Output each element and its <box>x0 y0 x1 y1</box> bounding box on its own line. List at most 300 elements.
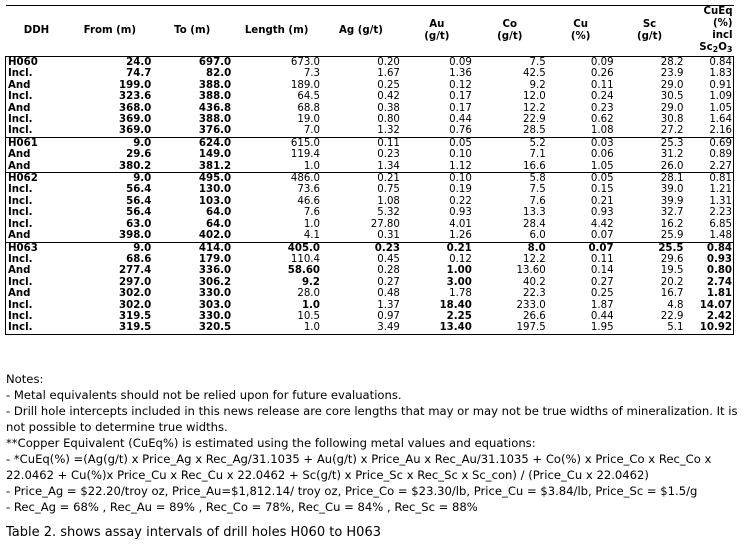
cell-cu: 0.24 <box>590 91 614 103</box>
cell-from: 369.0 <box>119 125 152 137</box>
table-row <box>6 311 734 322</box>
cell-cu: 0.09 <box>547 57 615 69</box>
cell-sc: 29.0 <box>660 102 684 114</box>
cell-au: 2.25 <box>446 310 472 322</box>
cell-ag: 1.08 <box>377 195 400 207</box>
header-cu <box>547 6 615 57</box>
cell-sc: 25.3 <box>615 137 685 149</box>
cell-ag: 0.75 <box>377 184 400 196</box>
cell-co: 22.3 <box>523 288 546 300</box>
cell-ddh: Incl. <box>6 125 68 137</box>
table-row <box>6 277 734 288</box>
cell-from: 24.0 <box>67 57 152 69</box>
cell-ddh: And <box>6 288 68 299</box>
cell-co: 197.5 <box>473 322 547 334</box>
cell-sc: 32.7 <box>660 207 684 219</box>
cell-from: 319.5 <box>67 322 152 334</box>
cell-cueq: 2.74 <box>684 277 733 288</box>
cell-cueq: 1.09 <box>684 91 733 102</box>
header-length: Length (m) <box>232 6 321 57</box>
cell-au: 1.00 <box>446 265 472 277</box>
cell-ddh: And <box>6 161 68 173</box>
cell-from: 74.7 <box>126 68 152 80</box>
cell-to: 336.0 <box>198 265 232 277</box>
cell-ddh: Incl. <box>6 91 68 102</box>
cell-from: 277.4 <box>119 265 152 277</box>
table-row <box>6 184 734 195</box>
cell-length: 73.6 <box>297 184 321 196</box>
cell-ag: 0.20 <box>321 57 401 69</box>
cell-au: 1.26 <box>449 230 472 242</box>
cell-from: 9.0 <box>67 173 152 185</box>
cell-au: 0.76 <box>449 125 472 137</box>
cell-sc: 19.5 <box>660 265 684 277</box>
cell-sc: 31.2 <box>660 149 684 161</box>
cell-cu: 0.11 <box>590 253 614 265</box>
table-row <box>6 91 734 102</box>
table-row <box>6 68 734 79</box>
cell-au: 18.40 <box>439 299 472 311</box>
cell-sc: 27.2 <box>660 125 684 137</box>
cell-sc: 25.5 <box>615 242 685 254</box>
cell-cueq: 0.69 <box>684 137 733 149</box>
header-co-line1: Co <box>502 19 517 30</box>
cell-cueq: 1.81 <box>684 288 733 299</box>
header-to: To (m) <box>152 6 232 57</box>
cell-co: 12.0 <box>523 91 546 103</box>
cell-to: 388.0 <box>198 91 232 103</box>
cell-from: 63.0 <box>126 218 152 230</box>
cell-co: 8.0 <box>473 242 547 254</box>
cell-sc: 39.0 <box>660 184 684 196</box>
cell-from: 9.0 <box>67 137 152 149</box>
cell-ddh: And <box>6 265 68 276</box>
cell-ddh: Incl. <box>6 68 68 79</box>
cell-length: 1.0 <box>303 160 321 172</box>
table-row <box>6 207 734 218</box>
cell-ddh: Incl. <box>6 254 68 265</box>
cell-from: 297.0 <box>119 276 152 288</box>
cell-co: 5.8 <box>473 173 547 185</box>
header-cu-line1: Cu <box>573 19 589 30</box>
cell-ddh: H061 <box>6 137 68 149</box>
header-cueq-sub3: 3 <box>726 45 733 54</box>
cell-ag: 1.32 <box>377 125 400 137</box>
cell-cu: 0.11 <box>590 79 614 91</box>
header-cueq-sub2: 2 <box>712 45 719 54</box>
cell-au: 0.22 <box>449 195 472 207</box>
table-row <box>6 125 734 137</box>
cell-co: 7.1 <box>529 149 546 161</box>
cell-cueq: 0.80 <box>684 265 733 276</box>
cell-to: 130.0 <box>198 184 232 196</box>
cell-from: 56.4 <box>126 184 152 196</box>
cell-length: 19.0 <box>297 114 321 126</box>
cell-to: 436.8 <box>198 102 232 114</box>
cell-co: 233.0 <box>516 299 546 311</box>
cell-to: 64.0 <box>206 218 232 230</box>
cell-cueq: 0.91 <box>684 80 733 91</box>
note-recoveries: - Rec_Ag = 68% , Rec_Au = 89% , Rec_Co = 78%, Rec_Cu = 84% , Rec_Sc = 88% <box>6 500 478 514</box>
cell-cu: 0.27 <box>590 276 614 288</box>
cell-ag: 0.45 <box>377 253 400 265</box>
cell-cueq: 0.84 <box>684 242 733 254</box>
cell-ag: 0.27 <box>377 276 400 288</box>
table-row <box>6 230 734 242</box>
cell-sc: 4.8 <box>667 299 684 311</box>
cell-from: 302.0 <box>119 288 152 300</box>
note-cueq-formula: - *CuEq(%) =(Ag(g/t) x Price_Ag x Rec_Ag/31.1035 + Au(g/t) x Price_Au x Rec_Au/31.1035 + Co(%) x Price_Co x Rec_Co x 22.0462 + Cu(%)x Price_Cu x Rec_Cu x 22.0462 + Sc(g/t) x Price_Sc x Rec_Sc x Sc_con) / (Price_Cu x 22.0462) <box>6 452 712 482</box>
cell-ddh: Incl. <box>6 219 68 230</box>
cell-sc: 28.1 <box>615 173 685 185</box>
cell-sc: 30.8 <box>660 114 684 126</box>
header-from: From (m) <box>67 6 152 57</box>
cell-cueq: 0.81 <box>684 173 733 185</box>
cell-co: 5.2 <box>473 137 547 149</box>
cell-co: 40.2 <box>523 276 546 288</box>
cell-co: 26.6 <box>523 310 546 322</box>
cell-to: 103.0 <box>198 195 232 207</box>
header-au-line2: (g/t) <box>424 31 450 42</box>
cell-to: 381.2 <box>198 160 232 172</box>
cell-sc: 28.2 <box>615 57 685 69</box>
cell-to: 376.0 <box>198 125 232 137</box>
header-sc <box>615 6 685 57</box>
cell-ag: 1.67 <box>377 68 400 80</box>
cell-length: 119.4 <box>290 149 321 161</box>
note-copper-equivalent: **Copper Equivalent (CuEq%) is estimated using the following metal values and equations: <box>6 436 536 450</box>
cell-sc: 29.6 <box>660 253 684 265</box>
cell-cu: 1.87 <box>590 299 614 311</box>
cell-ag: 27.80 <box>370 218 400 230</box>
cell-au: 1.78 <box>449 288 472 300</box>
cell-length: 58.60 <box>287 265 321 277</box>
cell-ddh: Incl. <box>6 322 68 334</box>
cell-ddh: Incl. <box>6 184 68 195</box>
cell-cueq: 2.42 <box>684 311 733 322</box>
cell-ag: 0.31 <box>377 230 400 242</box>
cell-to: 82.0 <box>206 68 232 80</box>
cell-cueq: 2.27 <box>684 161 733 173</box>
cell-sc: 20.2 <box>660 276 684 288</box>
table-row <box>6 57 734 69</box>
cell-co: 13.3 <box>523 207 546 219</box>
table-row <box>6 254 734 265</box>
cell-cu: 0.03 <box>547 137 615 149</box>
cell-cueq: 1.83 <box>684 68 733 79</box>
header-cueq-line1: CuEq (%) <box>703 6 733 29</box>
cell-ag: 0.25 <box>377 79 400 91</box>
cell-length: 10.5 <box>297 310 321 322</box>
cell-from: 368.0 <box>119 102 152 114</box>
table-row <box>6 114 734 125</box>
cell-ag: 3.49 <box>321 322 401 334</box>
cell-to: 414.0 <box>152 242 232 254</box>
cell-au: 4.01 <box>449 218 472 230</box>
cell-au: 0.93 <box>449 207 472 219</box>
cell-ddh: Incl. <box>6 277 68 288</box>
table-body <box>6 57 734 335</box>
cell-from: 29.6 <box>126 149 152 161</box>
cell-sc: 25.9 <box>660 230 684 242</box>
cell-co: 7.5 <box>529 184 546 196</box>
cell-to: 330.0 <box>198 288 232 300</box>
cell-from: 398.0 <box>119 230 152 242</box>
cell-to: 64.0 <box>206 207 232 219</box>
header-cu-line2: (%) <box>570 31 591 42</box>
cell-co: 9.2 <box>529 79 546 91</box>
cell-ddh: H063 <box>6 242 68 254</box>
cell-to: 179.0 <box>198 253 232 265</box>
table-row <box>6 219 734 230</box>
cell-cueq: 1.64 <box>684 114 733 125</box>
cell-cu: 0.21 <box>590 195 614 207</box>
cell-ddh: Incl. <box>6 114 68 125</box>
cell-ag: 0.38 <box>377 102 400 114</box>
cell-sc: 5.1 <box>615 322 685 334</box>
cell-cueq: 0.84 <box>684 57 733 69</box>
cell-to: 320.5 <box>152 322 232 334</box>
header-au <box>401 6 473 57</box>
header-ag: Ag (g/t) <box>321 6 401 57</box>
cell-au: 0.12 <box>449 79 472 91</box>
cell-co: 6.0 <box>529 230 546 242</box>
cell-ddh: H062 <box>6 173 68 185</box>
header-co <box>473 6 547 57</box>
cell-to: 697.0 <box>152 57 232 69</box>
cell-cu: 1.05 <box>590 160 614 172</box>
cell-sc: 23.9 <box>660 68 684 80</box>
cell-co: 7.6 <box>529 195 546 207</box>
cell-au: 3.00 <box>446 276 472 288</box>
cell-from: 9.0 <box>67 242 152 254</box>
cell-length: 1.0 <box>301 299 321 311</box>
cell-ag: 0.97 <box>377 310 400 322</box>
cell-co: 42.5 <box>523 68 546 80</box>
cell-from: 56.4 <box>126 207 152 219</box>
cell-length: 486.0 <box>232 173 321 185</box>
cell-cueq: 14.07 <box>684 300 733 311</box>
cell-to: 402.0 <box>198 230 232 242</box>
header-cueq-incl: incl Sc <box>699 30 733 53</box>
cell-to: 624.0 <box>152 137 232 149</box>
cell-cu: 4.42 <box>590 218 614 230</box>
cell-length: 7.6 <box>303 207 321 219</box>
cell-ag: 0.48 <box>377 288 400 300</box>
cell-cu: 0.93 <box>590 207 614 219</box>
cell-ddh: Incl. <box>6 311 68 322</box>
cell-ag: 0.23 <box>321 242 401 254</box>
cell-cu: 0.62 <box>590 114 614 126</box>
cell-ag: 1.37 <box>377 299 400 311</box>
cell-co: 28.5 <box>523 125 546 137</box>
cell-from: 323.6 <box>119 91 152 103</box>
cell-ag: 0.42 <box>377 91 400 103</box>
cell-length: 64.5 <box>297 91 321 103</box>
table-row <box>6 288 734 299</box>
header-cueq-o: O <box>718 42 727 53</box>
cell-length: 28.0 <box>297 288 321 300</box>
note-prices: - Price_Ag = $22.20/troy oz, Price_Au=$1,812.14/ troy oz, Price_Co = $23.30/lb, Price_Cu = $3.84/lb, Price_Sc = $1.5/g <box>6 484 698 498</box>
header-cueq <box>684 6 733 57</box>
cell-length: 4.1 <box>303 230 321 242</box>
table-row <box>6 137 734 149</box>
table-row <box>6 173 734 185</box>
cell-cueq: 1.48 <box>684 230 733 242</box>
cell-cu: 0.05 <box>547 173 615 185</box>
cell-cueq: 6.85 <box>684 219 733 230</box>
cell-ddh: Incl. <box>6 207 68 218</box>
table-caption: Table 2. shows assay intervals of drill holes H060 to H063 <box>6 525 381 540</box>
cell-cueq: 0.89 <box>684 149 733 160</box>
cell-ddh: And <box>6 149 68 160</box>
cell-ag: 0.23 <box>377 149 400 161</box>
cell-to: 330.0 <box>198 310 232 322</box>
cell-cu: 0.26 <box>590 68 614 80</box>
cell-to: 303.0 <box>198 299 232 311</box>
cell-cu: 0.07 <box>590 230 614 242</box>
assay-table <box>5 5 734 335</box>
header-cueq-line2 <box>699 30 732 53</box>
table-row <box>6 103 734 114</box>
cell-sc: 30.5 <box>660 91 684 103</box>
table-row <box>6 149 734 160</box>
header-ddh: DDH <box>6 6 68 57</box>
cell-to: 388.0 <box>198 79 232 91</box>
cell-cu: 0.14 <box>590 265 614 277</box>
cell-ddh: And <box>6 80 68 91</box>
cell-cueq: 1.05 <box>684 103 733 114</box>
cell-ag: 0.28 <box>377 265 400 277</box>
cell-cu: 0.15 <box>590 184 614 196</box>
table-row <box>6 161 734 173</box>
table-row <box>6 300 734 311</box>
cell-ddh: Incl. <box>6 196 68 207</box>
cell-ddh: H060 <box>6 57 68 69</box>
cell-from: 302.0 <box>119 299 152 311</box>
cell-length: 405.0 <box>232 242 321 254</box>
note-metal-equivalents: - Metal equivalents should not be relied upon for future evaluations. <box>6 388 402 402</box>
table-header-row <box>6 6 734 57</box>
cell-au: 1.36 <box>449 68 472 80</box>
cell-sc: 22.9 <box>660 310 684 322</box>
cell-au: 0.10 <box>401 173 473 185</box>
cell-length: 7.0 <box>303 125 321 137</box>
cell-au: 0.05 <box>401 137 473 149</box>
cell-co: 12.2 <box>523 253 546 265</box>
cell-ag: 5.32 <box>377 207 400 219</box>
cell-ddh: Incl. <box>6 300 68 311</box>
cell-cu: 0.44 <box>590 310 614 322</box>
cell-co: 22.9 <box>523 114 546 126</box>
cell-cu: 1.95 <box>547 322 615 334</box>
cell-cueq: 10.92 <box>684 322 733 334</box>
cell-au: 0.21 <box>401 242 473 254</box>
cell-ddh: And <box>6 103 68 114</box>
cell-co: 12.2 <box>523 102 546 114</box>
cell-length: 7.3 <box>303 68 321 80</box>
cell-sc: 29.0 <box>660 79 684 91</box>
header-sc-line2: (g/t) <box>636 31 663 42</box>
header-au-line1: Au <box>429 19 445 30</box>
cell-from: 56.4 <box>126 195 152 207</box>
cell-length: 615.0 <box>232 137 321 149</box>
header-co-line2: (g/t) <box>497 31 523 42</box>
cell-au: 0.09 <box>401 57 473 69</box>
notes-title: Notes: <box>6 372 44 386</box>
cell-cueq: 1.31 <box>684 196 733 207</box>
cell-au: 0.17 <box>449 102 472 114</box>
cell-cueq: 0.93 <box>684 254 733 265</box>
table-row <box>6 80 734 91</box>
cell-cueq: 2.23 <box>684 207 733 218</box>
cell-au: 0.19 <box>449 184 472 196</box>
cell-co: 13.60 <box>516 265 546 277</box>
header-sc-line1: Sc <box>642 19 657 30</box>
cell-length: 46.6 <box>297 195 321 207</box>
cell-ag: 1.34 <box>377 160 400 172</box>
cell-sc: 16.7 <box>660 288 684 300</box>
cell-au: 13.40 <box>401 322 473 334</box>
cell-sc: 26.0 <box>660 160 684 172</box>
cell-sc: 39.9 <box>660 195 684 207</box>
cell-au: 0.17 <box>449 91 472 103</box>
cell-from: 199.0 <box>119 79 152 91</box>
cell-cu: 0.07 <box>547 242 615 254</box>
cell-co: 16.6 <box>523 160 546 172</box>
cell-cueq: 1.21 <box>684 184 733 195</box>
cell-to: 149.0 <box>198 149 232 161</box>
cell-length: 9.2 <box>301 276 321 288</box>
cell-cu: 1.08 <box>590 125 614 137</box>
cell-from: 369.0 <box>119 114 152 126</box>
table-row <box>6 322 734 334</box>
cell-cueq: 2.16 <box>684 125 733 137</box>
cell-to: 306.2 <box>198 276 232 288</box>
cell-ag: 0.80 <box>377 114 400 126</box>
cell-to: 388.0 <box>198 114 232 126</box>
note-drill-intercepts: - Drill hole intercepts included in this news release are core lengths that may or may not be true widths of mineralization. It is not possible to determine true widths. <box>6 404 738 434</box>
cell-au: 0.12 <box>449 253 472 265</box>
cell-co: 7.5 <box>473 57 547 69</box>
cell-au: 0.44 <box>449 114 472 126</box>
cell-ag: 0.11 <box>321 137 401 149</box>
cell-co: 28.4 <box>523 218 546 230</box>
cell-length: 189.0 <box>290 79 321 91</box>
notes-section <box>6 371 738 515</box>
table-row <box>6 196 734 207</box>
cell-length: 68.8 <box>297 102 321 114</box>
cell-from: 380.2 <box>119 160 152 172</box>
cell-cu: 0.25 <box>590 288 614 300</box>
cell-ddh: And <box>6 230 68 242</box>
cell-length: 1.0 <box>303 218 321 230</box>
cell-sc: 16.2 <box>660 218 684 230</box>
cell-au: 1.12 <box>449 160 472 172</box>
cell-length: 110.4 <box>290 253 321 265</box>
cell-from: 319.5 <box>119 310 152 322</box>
cell-from: 68.6 <box>126 253 152 265</box>
table-row <box>6 242 734 254</box>
cell-length: 673.0 <box>232 57 321 69</box>
cell-length: 1.0 <box>232 322 321 334</box>
table-row <box>6 265 734 276</box>
cell-ag: 0.21 <box>321 173 401 185</box>
cell-cu: 0.23 <box>590 102 614 114</box>
cell-to: 495.0 <box>152 173 232 185</box>
cell-cu: 0.06 <box>590 149 614 161</box>
cell-au: 0.10 <box>449 149 472 161</box>
